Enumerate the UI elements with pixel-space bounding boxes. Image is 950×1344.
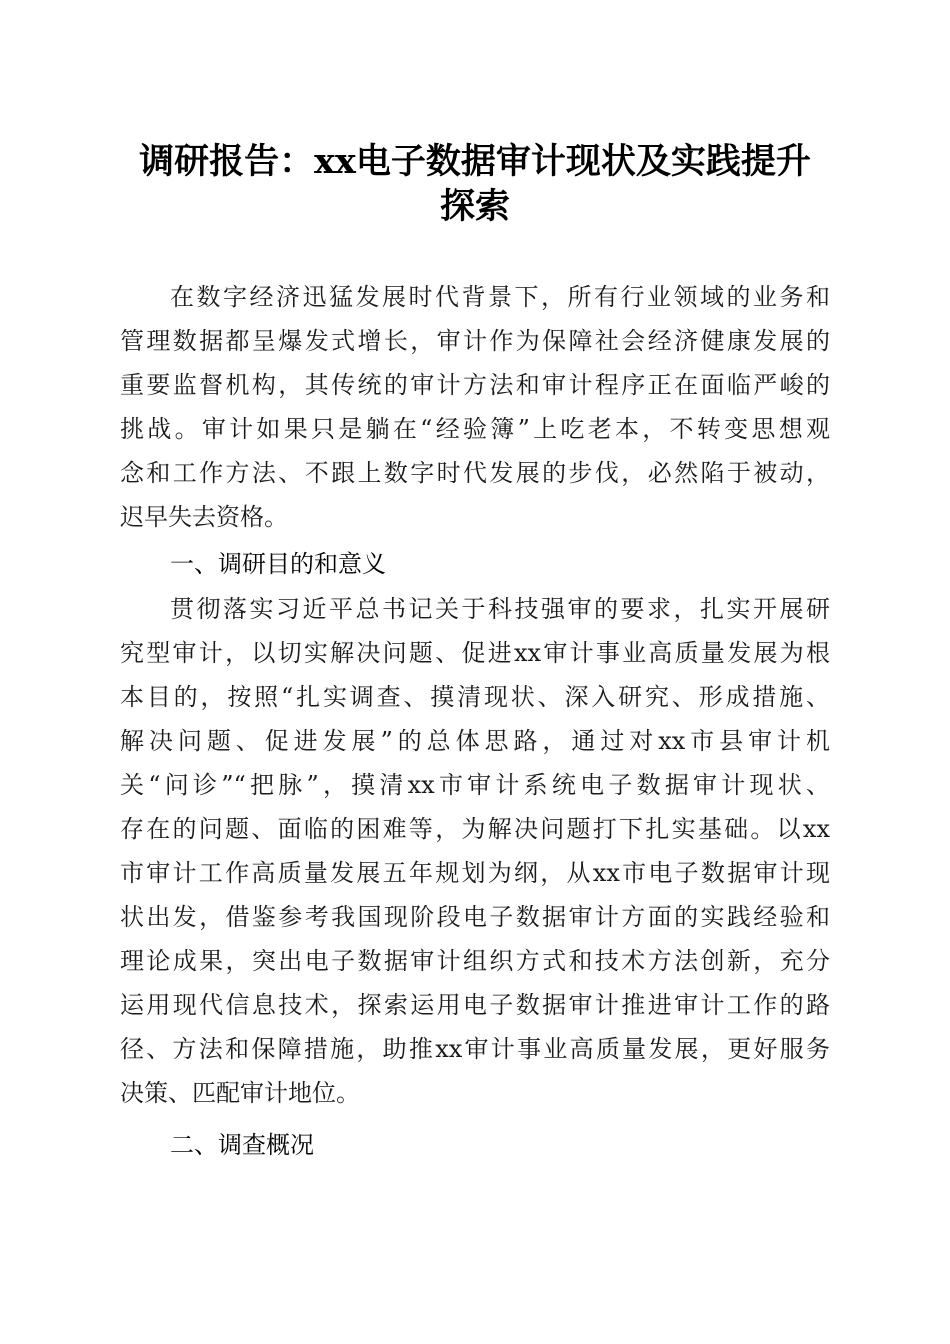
- intro-line: 念和工作方法、不跟上数字时代发展的步伐，必然陷于被动，: [120, 459, 830, 487]
- section1-line: 贯彻落实习近平总书记关于科技强审的要求，扎实开展研: [170, 595, 830, 623]
- document-title-line-2: 探索: [439, 186, 510, 227]
- intro-line: 迟早失去资格。: [120, 503, 288, 531]
- section1-line: 解决问题、促进发展”的总体思路，通过对xx市县审计机: [120, 727, 830, 755]
- section1-line: 市审计工作高质量发展五年规划为纲，从xx市电子数据审计现: [120, 859, 830, 887]
- section1-line: 径、方法和保障措施，助推xx审计事业高质量发展，更好服务: [120, 1035, 830, 1063]
- section1-line: 决策、匹配审计地位。: [120, 1079, 360, 1107]
- section1-line: 本目的，按照“扎实调查、摸清现状、深入研究、形成措施、: [120, 683, 830, 711]
- section1-line: 理论成果，突出电子数据审计组织方式和技术方法创新，充分: [120, 947, 830, 975]
- intro-line: 重要监督机构，其传统的审计方法和审计程序正在面临严峻的: [120, 371, 830, 399]
- intro-line: 在数字经济迅猛发展时代背景下，所有行业领域的业务和: [170, 283, 830, 311]
- section1-line: 存在的问题、面临的困难等，为解决问题打下扎实基础。以xx: [120, 815, 830, 843]
- document-title-line-1: 调研报告：xx电子数据审计现状及实践提升: [139, 141, 811, 182]
- intro-line: 挑战。审计如果只是躺在“经验簿”上吃老本，不转变思想观: [120, 415, 830, 443]
- section1-line: 关“问诊”“把脉”，摸清xx市审计系统电子数据审计现状、: [120, 771, 830, 799]
- intro-line: 管理数据都呈爆发式增长，审计作为保障社会经济健康发展的: [120, 327, 830, 355]
- section-heading-2: 二、调查概况: [170, 1131, 314, 1159]
- section1-line: 究型审计，以切实解决问题、促进xx审计事业高质量发展为根: [120, 639, 830, 667]
- section1-line: 运用现代信息技术，探索运用电子数据审计推进审计工作的路: [120, 991, 830, 1019]
- section-heading-1: 一、调研目的和意义: [170, 550, 386, 578]
- section1-line: 状出发，借鉴参考我国现阶段电子数据审计方面的实践经验和: [120, 903, 830, 931]
